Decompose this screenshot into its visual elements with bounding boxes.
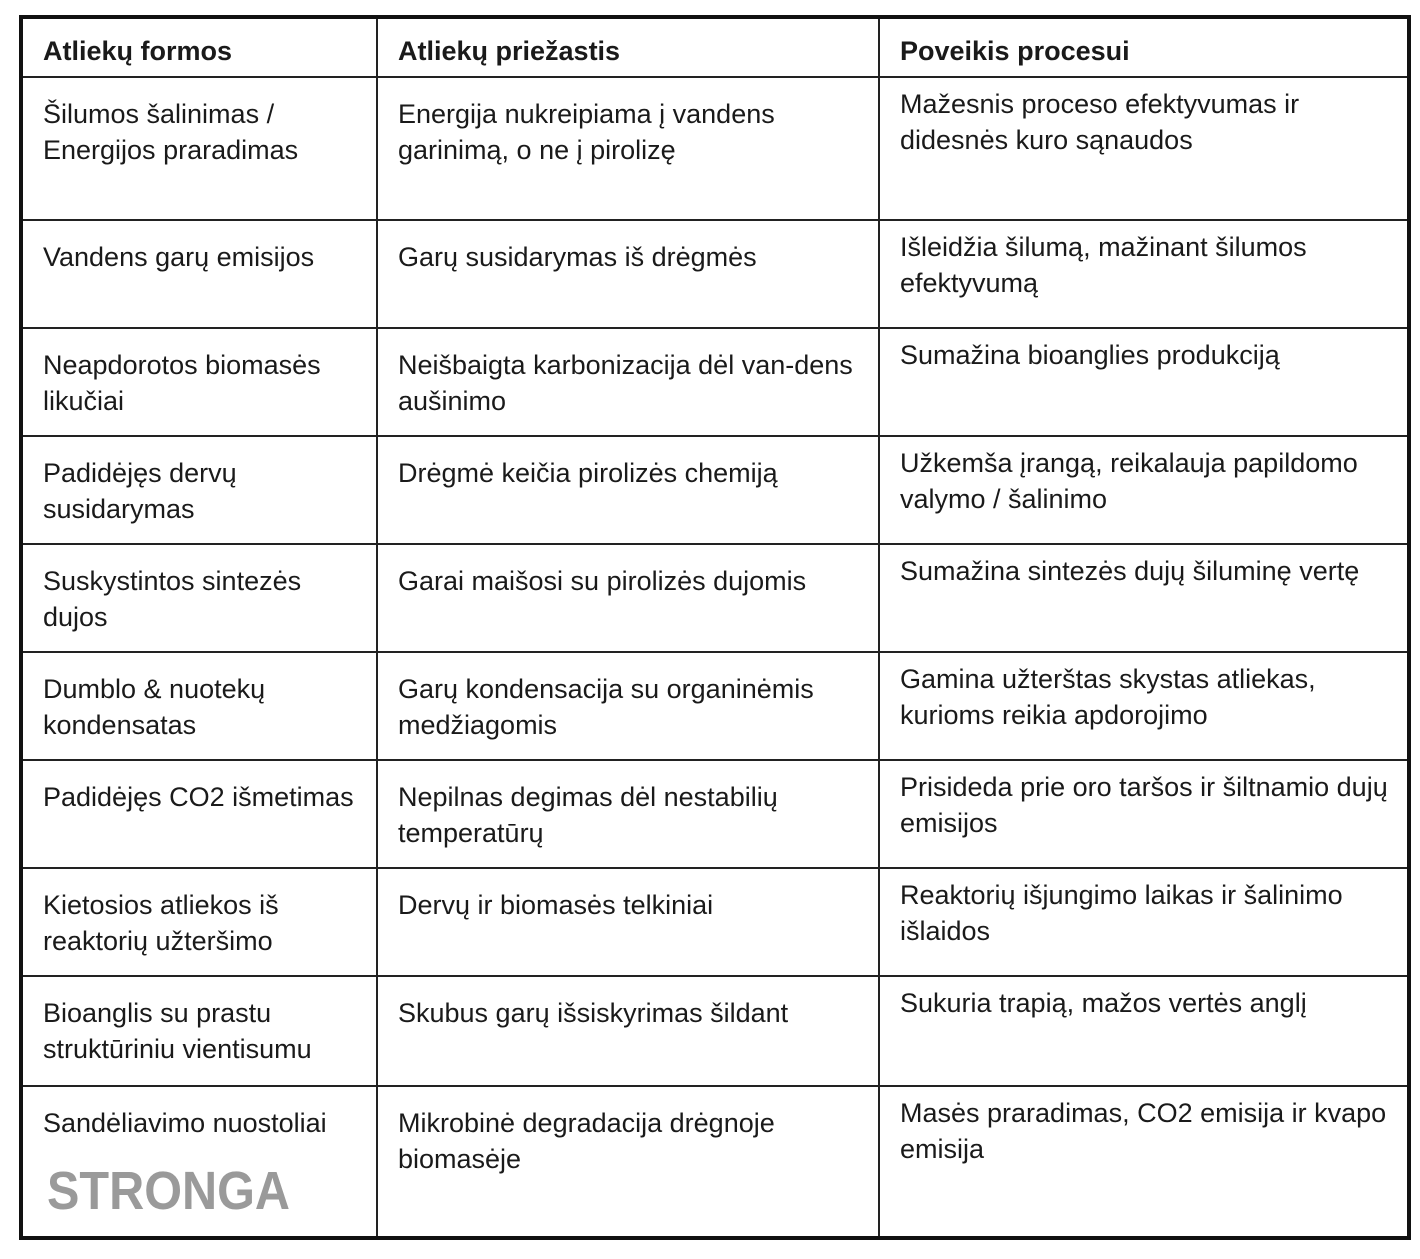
cell-waste-cause: Skubus garų išsiskyrimas šildant [377,976,879,1086]
table-header-row [21,17,1409,77]
cell-waste-cause: Dervų ir biomasės telkiniai [377,868,879,976]
cell-waste-cause: Garų kondensacija su organinėmis medžiagomis [377,652,879,760]
cell-process-impact: Išleidžia šilumą, mažinant šilumos efektyvumą [879,220,1409,328]
table-row [21,976,1409,1086]
cell-waste-form: Padidėjęs CO2 išmetimas [21,760,377,868]
cell-process-impact: Sukuria trapią, mažos vertės anglį [879,976,1409,1086]
header-waste-forms: Atliekų formos [21,17,377,77]
table-row [21,652,1409,760]
cell-waste-cause: Mikrobinė degradacija drėgnoje biomasėje [377,1086,879,1238]
cell-process-impact: Mažesnis proceso efektyvumas ir didesnės kuro sąnaudos [879,77,1409,220]
cell-waste-form: Suskystintos sintezės dujos [21,544,377,652]
header-process-impact: Poveikis procesui [879,17,1409,77]
cell-process-impact: Sumažina sintezės dujų šiluminę vertę [879,544,1409,652]
table-row [21,544,1409,652]
cell-waste-cause: Garai maišosi su pirolizės dujomis [377,544,879,652]
cell-waste-form [21,1086,377,1238]
cell-process-impact: Prisideda prie oro taršos ir šiltnamio dujų emisijos [879,760,1409,868]
table-row [21,220,1409,328]
cell-waste-form: Šilumos šalinimas / Energijos praradimas [21,77,377,220]
cell-waste-cause: Garų susidarymas iš drėgmės [377,220,879,328]
cell-waste-form: Vandens garų emisijos [21,220,377,328]
cell-waste-form: Kietosios atliekos iš reaktorių užteršimo [21,868,377,976]
cell-process-impact: Sumažina bioanglies produkciją [879,328,1409,436]
cell-process-impact: Užkemša įrangą, reikalauja papildomo valymo / šalinimo [879,436,1409,544]
table-row [21,436,1409,544]
table-row [21,1086,1409,1238]
cell-waste-cause: Energija nukreipiama į vandens garinimą, o ne į pirolizę [377,77,879,220]
cell-waste-form: Padidėjęs dervų susidarymas [21,436,377,544]
cell-waste-cause: Neišbaigta karbonizacija dėl van-dens aušinimo [377,328,879,436]
cell-process-impact: Masės praradimas, CO2 emisija ir kvapo emisija [879,1086,1409,1238]
table-row [21,328,1409,436]
cell-waste-form: Dumblo & nuotekų kondensatas [21,652,377,760]
table-row [21,760,1409,868]
cell-waste-cause: Drėgmė keičia pirolizės chemiją [377,436,879,544]
cell-waste-form-text: Sandėliavimo nuostoliai [43,1108,327,1138]
waste-table [19,15,1411,1240]
cell-waste-cause: Nepilnas degimas dėl nestabilių temperatūrų [377,760,879,868]
table-row [21,868,1409,976]
cell-process-impact: Reaktorių išjungimo laikas ir šalinimo išlaidos [879,868,1409,976]
header-waste-cause: Atliekų priežastis [377,17,879,77]
cell-waste-form: Bioanglis su prastu struktūriniu vientisumu [21,976,377,1086]
cell-waste-form: Neapdorotos biomasės likučiai [21,328,377,436]
stronga-logo: STRONGA [47,1161,290,1221]
table-row [21,77,1409,220]
cell-process-impact: Gamina užterštas skystas atliekas, kurioms reikia apdorojimo [879,652,1409,760]
